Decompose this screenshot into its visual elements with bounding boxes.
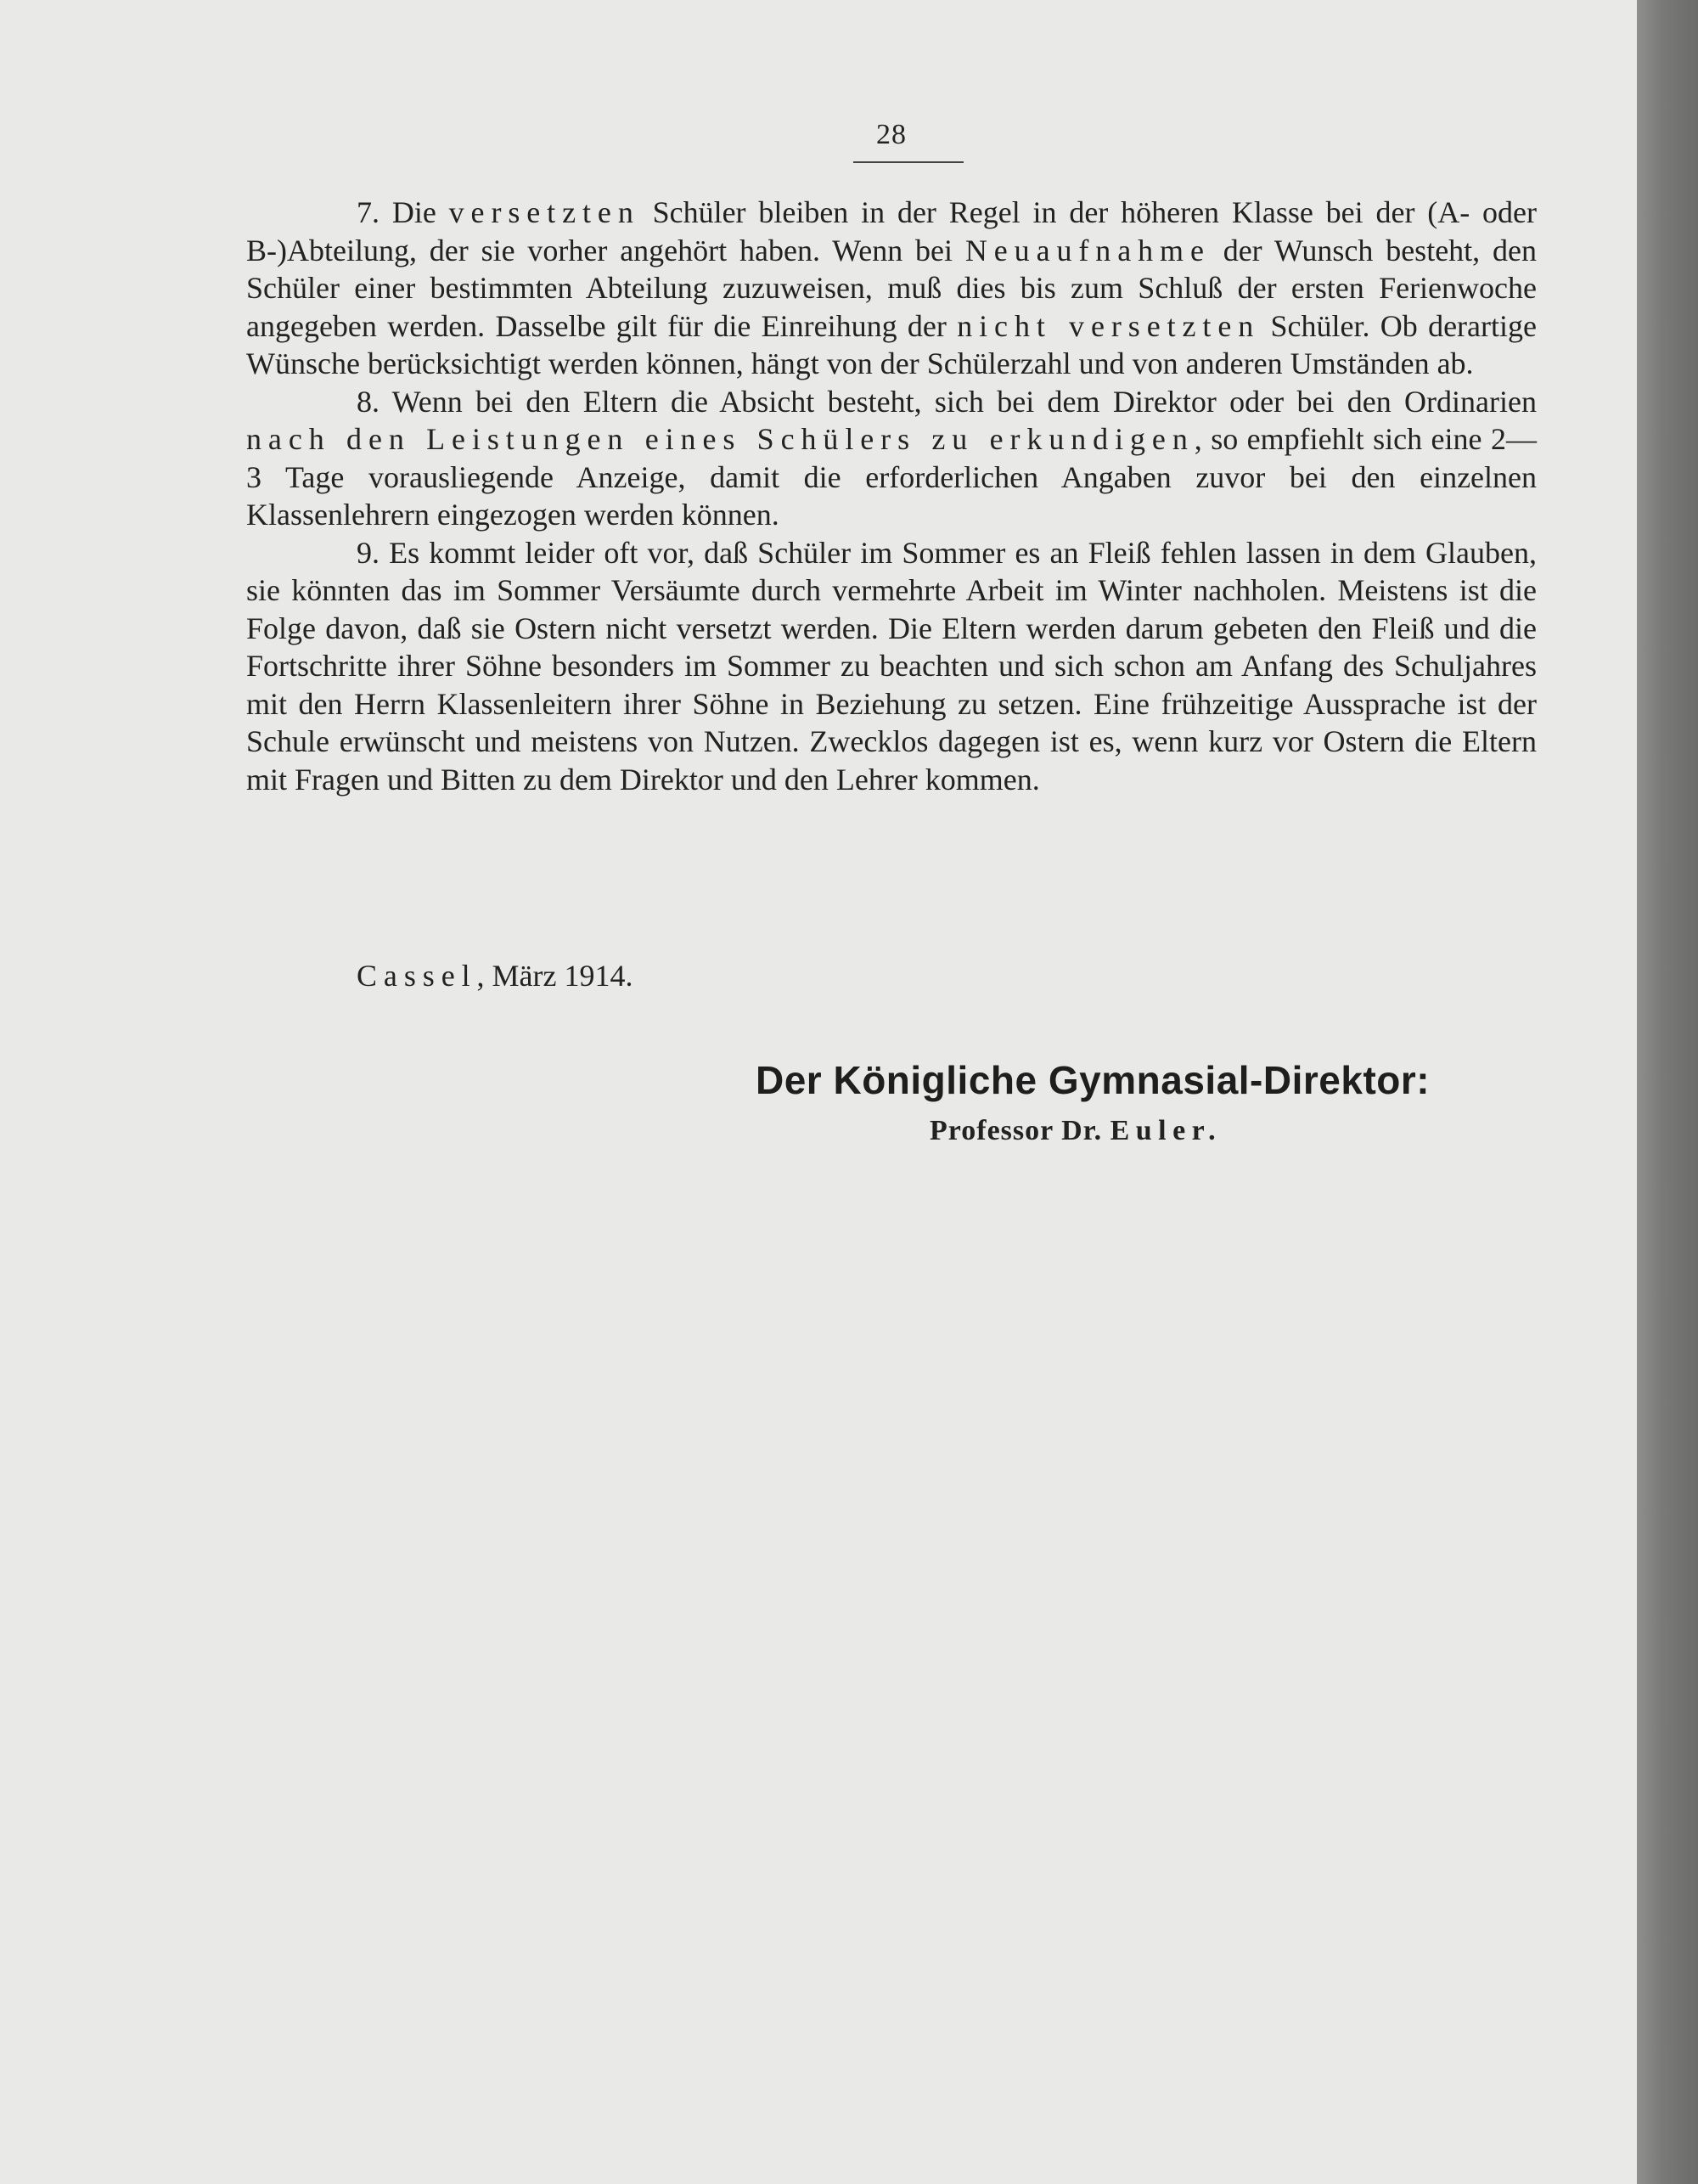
body-text — [246, 194, 1537, 798]
signature-title: Der Königliche Gymnasial-Direktor: — [756, 1058, 1431, 1102]
signature-surname: Euler. — [1110, 1115, 1223, 1146]
paragraph-9 — [246, 534, 1537, 799]
paragraph-8 — [246, 383, 1537, 534]
text-span: Schüler bleiben in der Regel in der höheren Klasse bei der (A- oder B-)Abteilung, der sie vorher angehört haben. Wenn bei — [246, 195, 1538, 267]
signature-prefix: Professor Dr. — [930, 1115, 1110, 1146]
emphasis-span: Neuaufnahme — [964, 233, 1211, 267]
signature-name — [930, 1115, 1222, 1147]
binding-edge — [1637, 0, 1698, 2184]
page-number-rule — [853, 161, 964, 163]
emphasis-span: nach den Leistungen eines Schülers zu erkundigen — [246, 422, 1195, 456]
text-span: 8. Wenn bei den Eltern die Absicht besteht, sich bei dem Direktor oder bei den Ordinarien — [357, 384, 1537, 419]
text-span: , so empfiehlt sich eine 2—3 Tage vorausliegende Anzeige, damit die erforderlichen Angaben zuvor bei den einzelnen Klassenlehrern eingezogen werden können. — [246, 422, 1537, 532]
emphasis-span: versetzten — [448, 195, 640, 229]
emphasis-span: nicht versetzten — [957, 308, 1261, 343]
text-span: 7. Die — [357, 195, 449, 229]
paragraph-7 — [246, 194, 1537, 383]
place: Cassel — [357, 959, 477, 993]
text-span: Schüler. Ob derartige Wünsche berücksichtigt werden können, hängt von der Schülerzahl und von anderen Umständen ab. — [246, 308, 1537, 380]
date: , März 1914. — [476, 959, 633, 993]
text-span: der Wunsch besteht, den Schüler einer bestimmten Abteilung zuzuweisen, muß dies bis zum Schluß der ersten Ferienwoche angegeben werden. Dasselbe gilt für die Einreihung der — [246, 233, 1537, 343]
page-number: 28 — [876, 119, 907, 150]
place-date — [357, 958, 633, 993]
text-span: 9. Es kommt leider oft vor, daß Schüler im Sommer es an Fleiß fehlen lassen in dem Glauben, sie könnten das im Sommer Versäumte durch vermehrte Arbeit im Winter nachholen. Meistens ist die Folge davon, daß sie Ostern nicht versetzt werden. Die Eltern werden darum gebeten den Fleiß und die Fortschritte ihrer Söhne besonders im Sommer zu beachten und sich schon am Anfang des Schuljahres mit den Herrn Klassenleitern ihrer Söhne in Beziehung zu setzen. Eine frühzeitige Aussprache ist der Schule erwünscht und meistens von Nutzen. Zwecklos dagegen ist es, wenn kurz vor Ostern die Eltern mit Fragen und Bitten zu dem Direktor und den Lehrer kommen. — [246, 535, 1537, 796]
